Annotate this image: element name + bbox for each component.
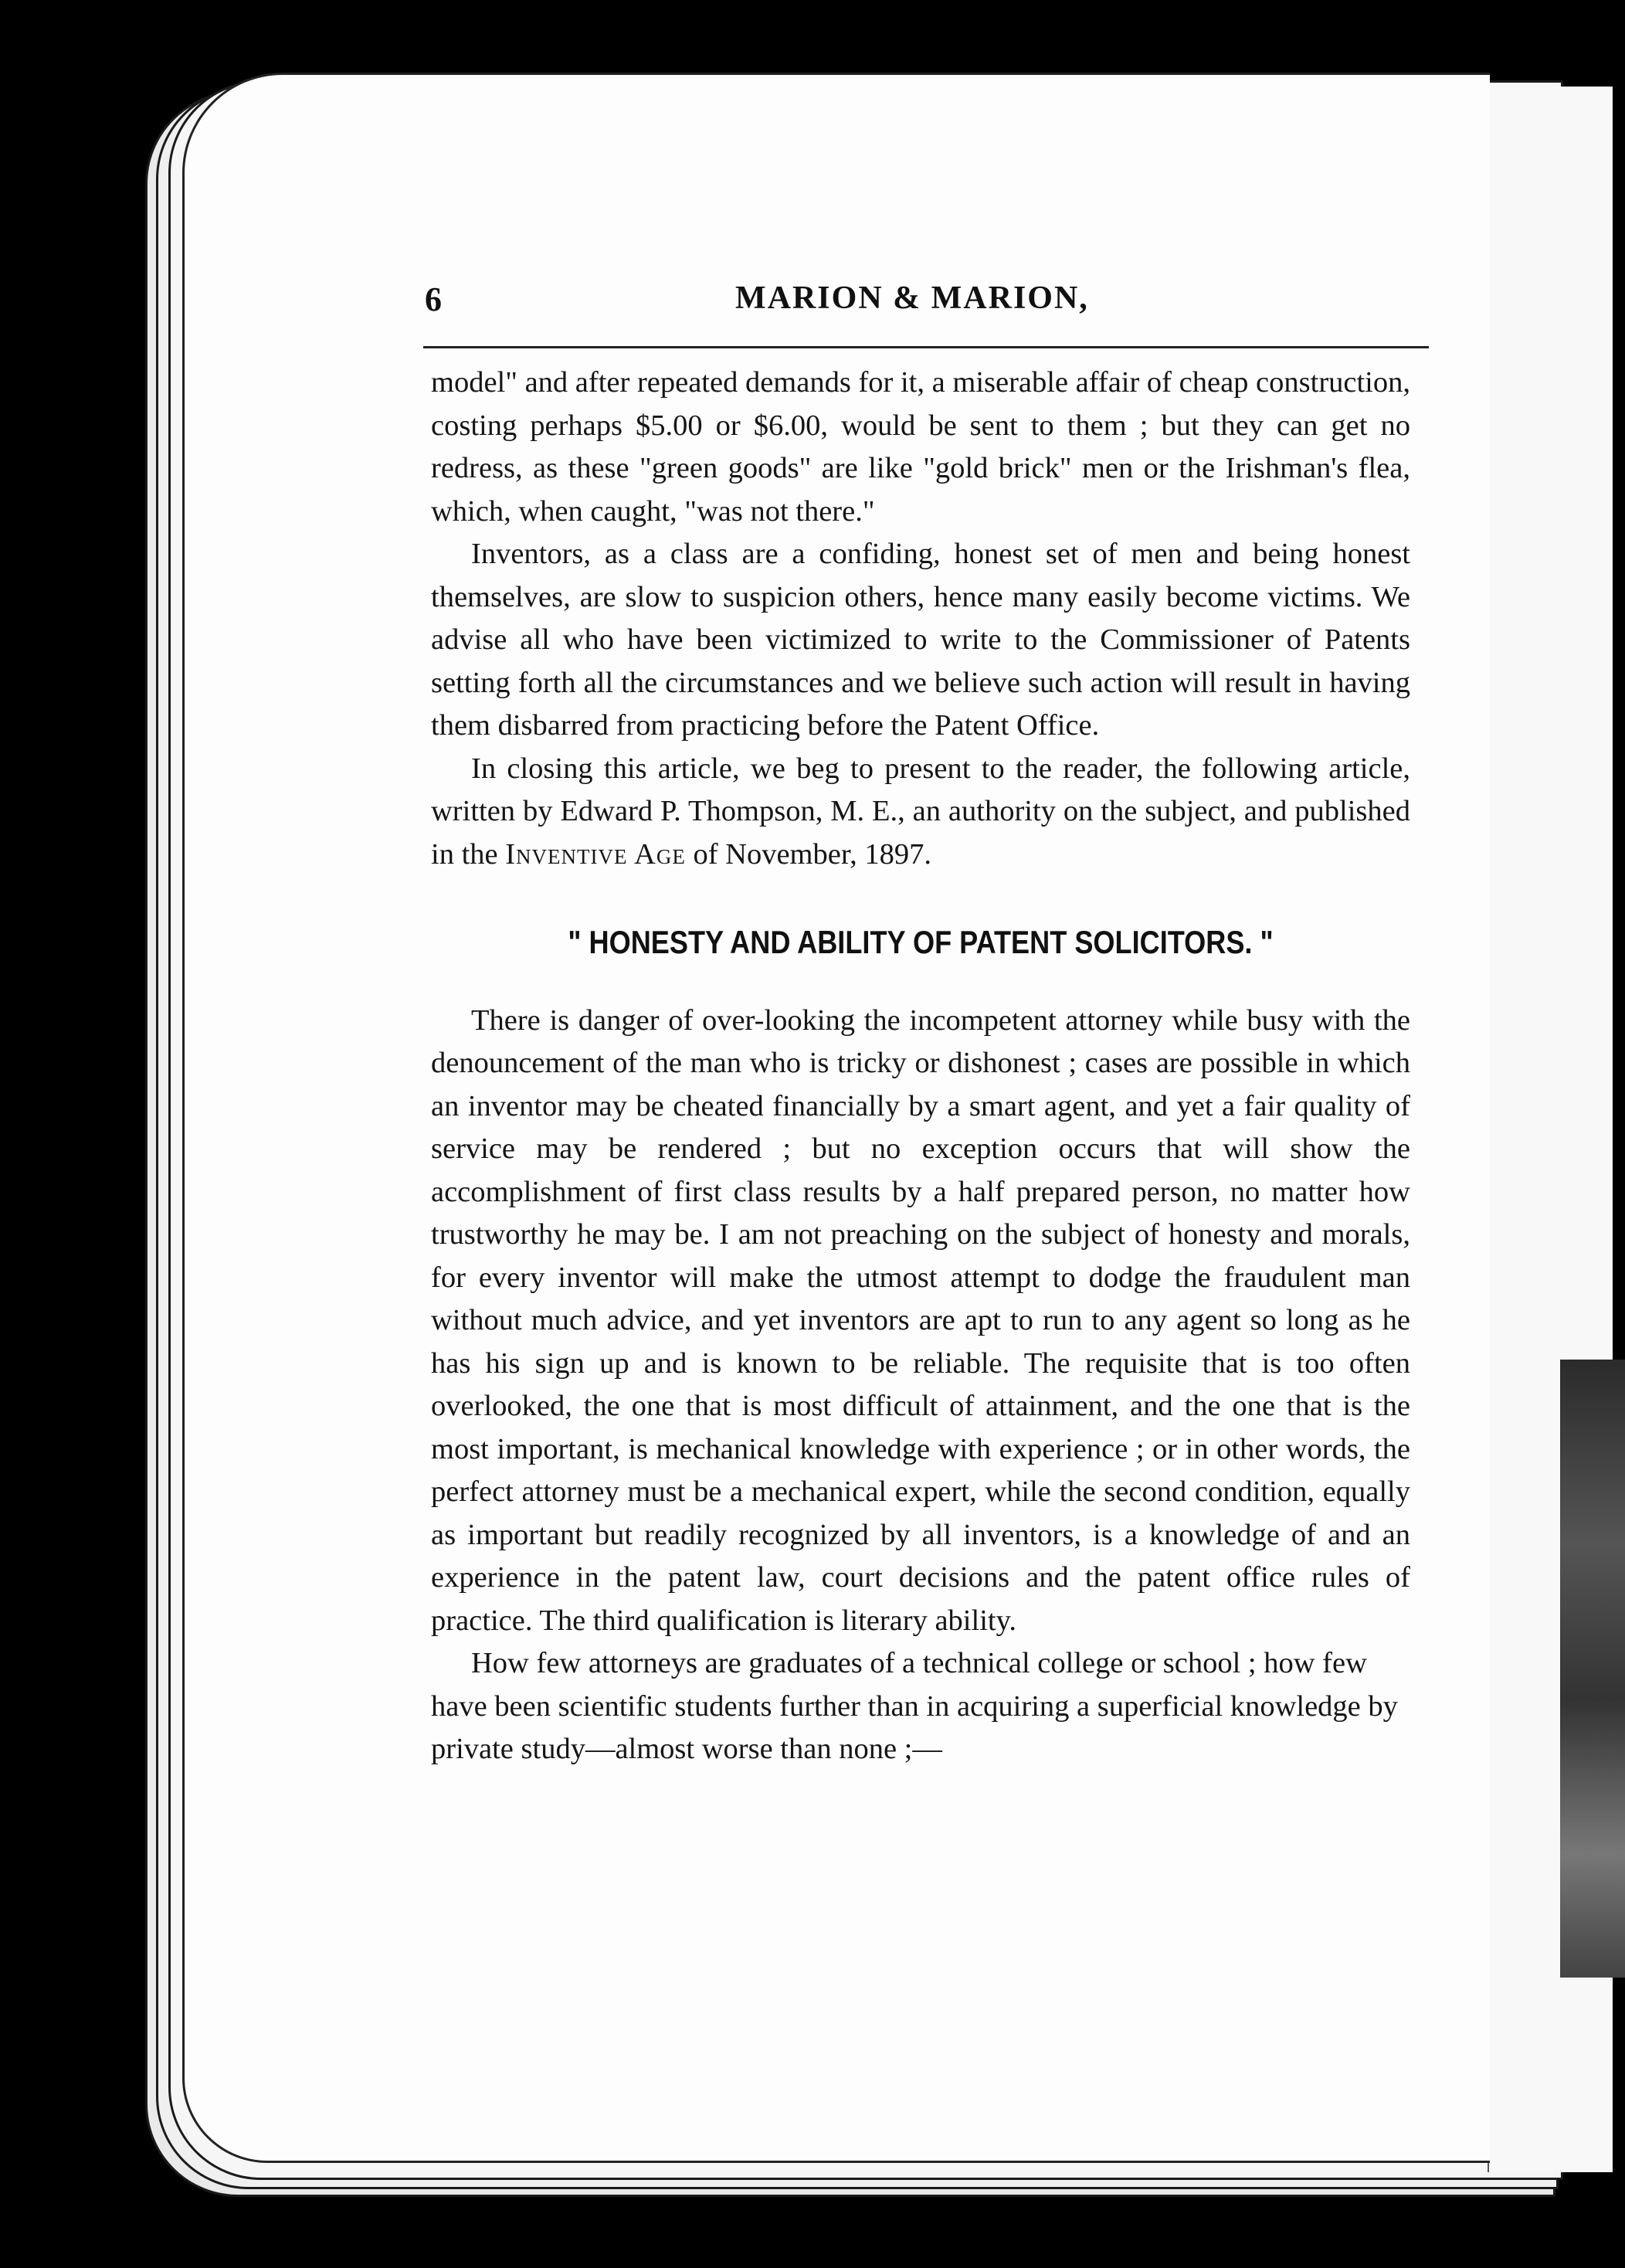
page-header <box>425 280 1429 326</box>
publication-name: Inventive Age <box>505 837 686 871</box>
paragraph-text: of November, 1897. <box>685 837 931 871</box>
paragraph: model" and after repeated demands for it, a miserable affair of cheap construction, costing perhaps $5.00 or $6.00, would be sent to them ; but they can get no redress, as these "green goods" are like "gold brick" men or the Irishman's flea, which, when caught, "was not there." <box>431 366 1410 528</box>
page-number: 6 <box>425 280 442 318</box>
section-heading: " HONESTY AND ABILITY OF PATENT SOLICITORS. " <box>568 924 1274 960</box>
paragraph-text: In closing this article, we beg to present to the reader, the following article, written by Edward P. Thompson, M. E., an authority on the subject, and published in the <box>431 752 1410 871</box>
body-text <box>431 362 1410 1771</box>
paragraph: How few attorneys are graduates of a technical college or school ; how few have been scientific students further than in acquiring a superficial knowledge by private study—almost worse than none ;— <box>431 1647 1398 1765</box>
paragraph: There is danger of over-looking the incompetent attorney while busy with the denouncement of the man who is tricky or dishonest ; cases are possible in which an inventor may be cheated financially by a smart agent, and yet a fair quality of service may be rendered ; but no exception occurs that will show the accomplishment of first class results by a half prepared person, no matter how trustworthy he may be. I am not preaching on the subject of honesty and morals, for every inventor will make the utmost attempt to dodge the fraudulent man without much advice, and yet inventors are apt to run to any agent so long as he has his sign up and is known to be reliable. The requisite that is too often overlooked, the one that is most difficult of attainment, and the one that is the most important, is mechanical knowledge with experience ; or in other words, the perfect attorney must be a mechanical expert, while the second condition, equally as important but readily recognized by all inventors, is a knowledge of and an experience in the patent law, court decisions and the patent office rules of practice. The third qualification is literary ability. <box>431 1003 1410 1637</box>
facing-page-photograph <box>1560 1360 1625 1978</box>
paragraph <box>431 748 1410 877</box>
paragraph: Inventors, as a class are a confiding, honest set of men and being honest themselves, are slow to suspicion others, hence many easily become victims. We advise all who have been victimized to write to the Commissioner of Patents setting forth all the circumstances and we believe such action will result in having them disbarred from practicing before the Patent Office. <box>431 538 1410 742</box>
header-rule <box>423 346 1429 348</box>
running-head: MARION & MARION, <box>735 280 1089 316</box>
